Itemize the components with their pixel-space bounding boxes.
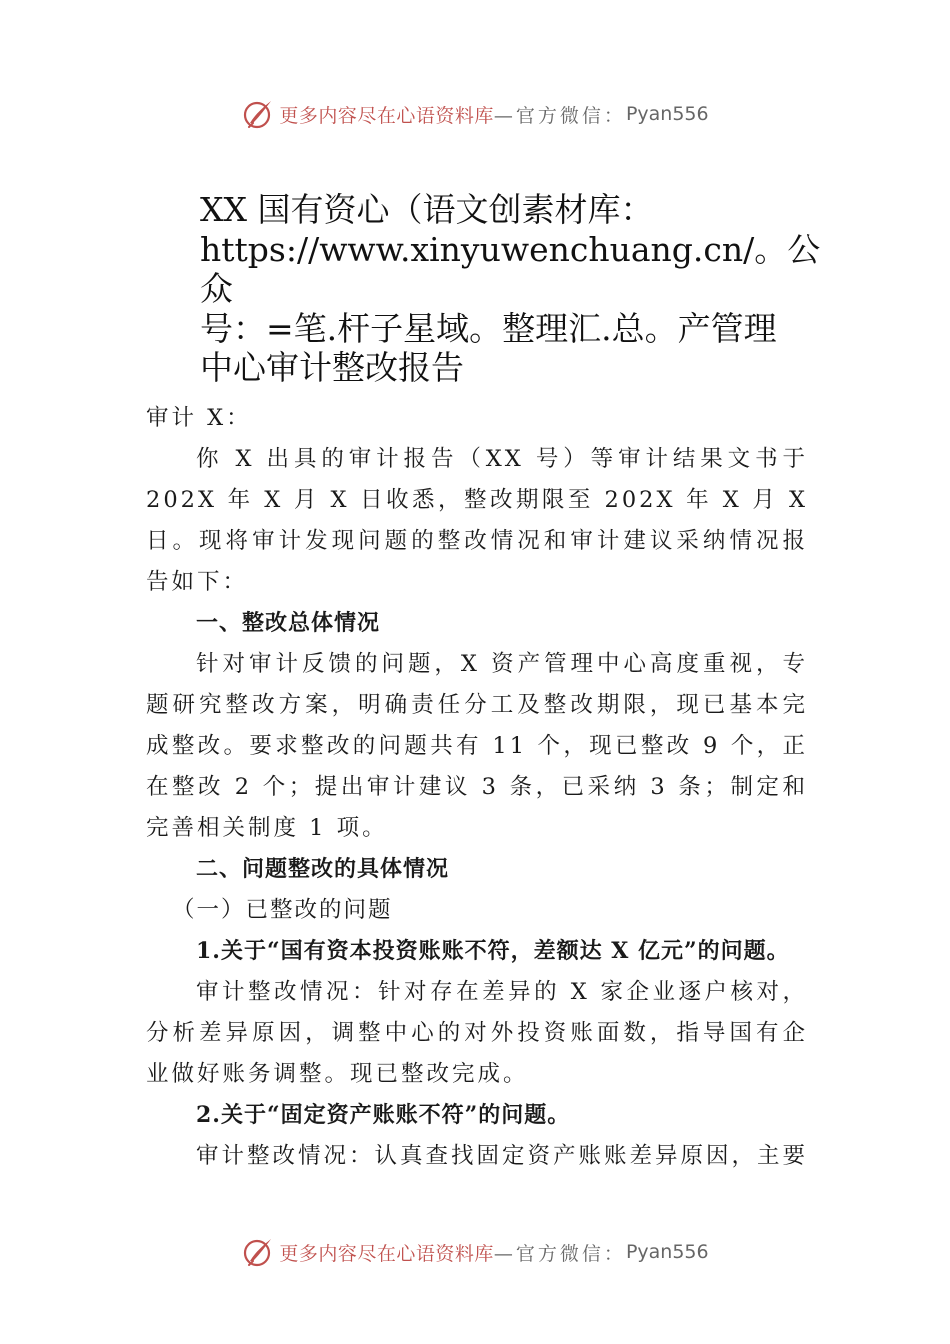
- footer-banner: [0, 1230, 950, 1274]
- section-heading-2: 二、问题整改的具体情况: [196, 857, 450, 882]
- document-title: XX 国有资心（语文创素材库： https://www.xinyuwenchuang.cn/。公众 号：=笔.杆子星域。整理汇.总。产管理 中心审计整改报告: [200, 190, 821, 387]
- banner-red-text: 更多内容尽在心语资料库: [279, 1242, 494, 1265]
- subsection-heading-1: （一）已整改的问题: [172, 897, 393, 923]
- banner-gray-text: —官方微信：: [493, 104, 626, 127]
- banner-wechat-id: Pyan556: [625, 1241, 709, 1263]
- header-banner: [0, 92, 950, 136]
- item-2-title: 2.关于“固定资产账账不符”的问题。: [196, 1102, 571, 1128]
- item-1-body: 审计整改情况：针对存在差异的 X 家企业逐户核对，分析差异原因，调整中心的对外投资账面数，指导国有企业做好账务调整。现已整改完成。: [146, 979, 808, 1087]
- document-body: [146, 398, 808, 1177]
- banner-gray-text: —官方微信：: [493, 1242, 626, 1265]
- salutation: 审计 X：: [146, 405, 252, 431]
- quill-logo-icon: [241, 1235, 275, 1269]
- item-1-title: 1.关于“国有资本投资账账不符，差额达 X 亿元”的问题。: [196, 938, 790, 964]
- quill-logo-icon: [241, 97, 275, 131]
- section-heading-1: 一、整改总体情况: [196, 611, 381, 636]
- overall-paragraph: 针对审计反馈的问题，X 资产管理中心高度重视，专题研究整改方案，明确责任分工及整改期限，现已基本完成整改。要求整改的问题共有 11 个，现已整改 9 个，正在整改 2 个；提出审计建议 3 条，已采纳 3 条；制定和完善相关制度 1 项。: [146, 651, 808, 841]
- intro-paragraph: 你 X 出具的审计报告（XX 号）等审计结果文书于 202X 年 X 月 X 日收悉，整改期限至 202X 年 X 月 X 日。现将审计发现问题的整改情况和审计建议采纳情况报告如下：: [146, 446, 808, 595]
- item-2-body: 审计整改情况：认真查找固定资产账账差异原因，主要: [196, 1143, 809, 1169]
- banner-wechat-id: Pyan556: [625, 103, 709, 125]
- banner-red-text: 更多内容尽在心语资料库: [279, 104, 494, 127]
